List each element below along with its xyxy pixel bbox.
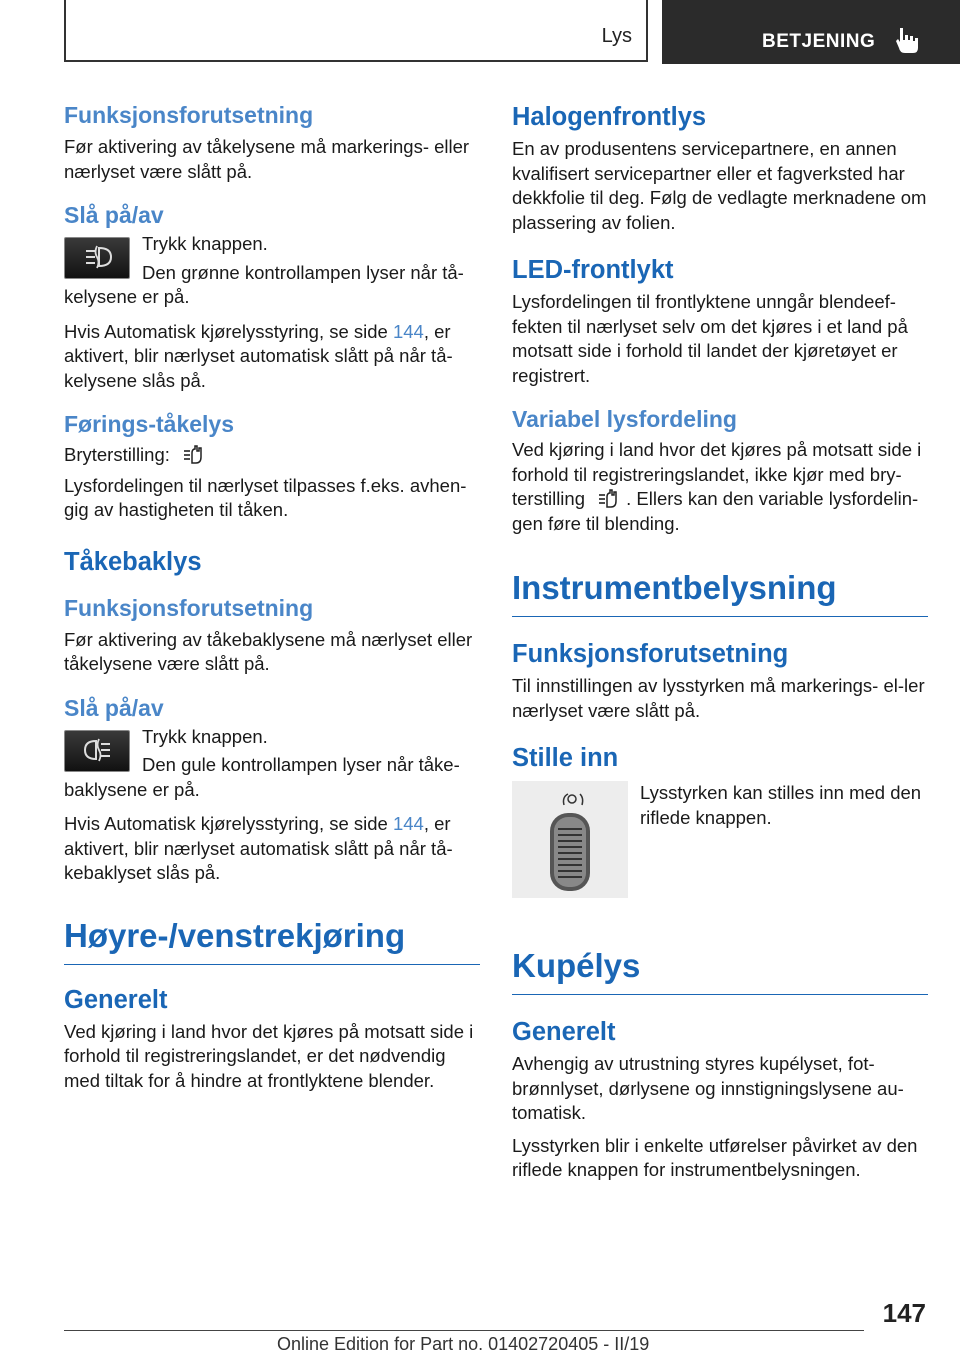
- rear-fog-instruction: [64, 725, 480, 803]
- paragraph: Avhengig av utrustning styres kupélyset, fot-brønnlyset, dørlysene og innstigningslysene au-tomatisk.: [512, 1053, 904, 1123]
- knurled-knob-icon: [512, 781, 628, 898]
- paragraph: Den gule kontrollampen lyser når tåke-baklysene er på.: [64, 754, 460, 800]
- paragraph: Ved kjøring i land hvor det kjøres på motsatt side i forhold til registreringslandet, ikke kjør med bry-terstilling . Ellers kan den variable lysfordelin-gen føre til blending.: [512, 439, 922, 534]
- heading-generelt: Generelt: [64, 985, 168, 1014]
- heading-variabel-lysfordeling: Variabel lysfordeling: [512, 406, 737, 432]
- paragraph: Trykk knappen.: [142, 725, 268, 747]
- left-column: [64, 100, 480, 1093]
- heading-kupelys: Kupélys: [512, 904, 928, 995]
- footer-edition: Online Edition for Part no. 01402720405 - II/19: [277, 1334, 650, 1354]
- paragraph: Til innstillingen av lysstyrken må markerings- el-ler nærlyset være slått på.: [512, 675, 925, 721]
- footer-divider: [64, 1330, 864, 1331]
- heading-halogenfrontlys: Halogenfrontlys: [512, 103, 707, 131]
- paragraph: Lysfordelingen til frontlyktene unngår blendeef-fekten til nærlyset selv om det kjøres i et land på motsatt side i forhold til landet der kjøretøyet er registrert.: [512, 291, 908, 386]
- heading-generelt: Generelt: [512, 1018, 616, 1046]
- heading-funksjonsforutsetning: Funksjonsforutsetning: [64, 594, 314, 621]
- paragraph: Lysfordelingen til nærlyset tilpasses f.eks. avhen-gig av hastigheten til tåken.: [64, 474, 467, 520]
- fog-light-button-image: [64, 237, 130, 279]
- paragraph: Lysstyrken blir i enkelte utførelser påvirket av den riflede knappen for instrumentbelysningen.: [512, 1134, 918, 1180]
- paragraph: Før aktivering av tåkelysene må markerings- eller nærlyset være slått på.: [64, 136, 470, 182]
- header-chapter-box: [662, 0, 960, 64]
- paragraph: Ved kjøring i land hvor det kjøres på motsatt side i forhold til registreringslandet, er det nødvendig med tiltak for å hindre at frontlyktene blender.: [64, 1020, 474, 1091]
- right-column: [512, 100, 928, 1183]
- paragraph-with-page-ref: Hvis Automatisk kjørelysstyring, se side 144, er aktivert, blir nærlyset automatisk slått på når tå-kelysene slås på.: [64, 320, 453, 391]
- heading-sla-pa-av: Slå på/av: [64, 694, 164, 721]
- heading-stille-inn: Stille inn: [512, 744, 619, 772]
- header-section-title: Lys: [601, 25, 632, 47]
- paragraph-with-page-ref: Hvis Automatisk kjørelysstyring, se side 144, er aktivert, blir nærlyset automatisk slått på når tå-kebaklyset slås på.: [64, 813, 453, 883]
- dimmer-instruction: [512, 779, 928, 830]
- paragraph: En av produsentens servicepartnere, en annen kvalifisert servicepartner eller et fagverksted har dekkfolie til deg. Følg de vedlagte merknadene om plassering av folien.: [512, 138, 927, 233]
- heading-sla-pa-av: Slå på/av: [64, 202, 164, 228]
- page-number: 147: [882, 1298, 926, 1328]
- paragraph: Den grønne kontrollampen lyser når tå-kelysene er på.: [64, 261, 464, 307]
- paragraph: Trykk knappen.: [142, 233, 268, 254]
- heading-forings-takelys: Førings-tåkelys: [64, 411, 234, 437]
- light-switch-position-icon: [596, 487, 620, 509]
- page-reference-link[interactable]: 144: [392, 813, 424, 834]
- heading-hoyre-venstrekjoring: Høyre-/venstrekjøring: [64, 914, 480, 965]
- heading-instrumentbelysning: Instrumentbelysning: [512, 566, 928, 617]
- paragraph: Før aktivering av tåkebaklysene må nærlyset eller tåkelysene være slått på.: [64, 628, 473, 674]
- header-section-box: [64, 0, 648, 62]
- header-chapter-title: BETJENING: [762, 31, 876, 52]
- paragraph: Bryterstilling:: [64, 443, 480, 468]
- light-switch-position-icon: [181, 443, 205, 465]
- pointing-hand-icon: [894, 26, 920, 54]
- paragraph: Lysstyrken kan stilles inn med den riflede knappen.: [640, 782, 922, 828]
- heading-led-frontlykt: LED-frontlykt: [512, 256, 674, 284]
- front-fog-light-icon: [83, 244, 113, 270]
- dimmer-knob-image: [512, 781, 628, 898]
- rear-fog-light-icon: [83, 737, 113, 763]
- rear-fog-light-button-image: [64, 730, 130, 772]
- page-reference-link[interactable]: 144: [392, 320, 424, 342]
- fog-light-instruction: [64, 232, 480, 310]
- heading-funksjonsforutsetning: Funksjonsforutsetning: [512, 640, 789, 668]
- heading-takebaklys: Tåkebaklys: [64, 547, 202, 576]
- heading-funksjonsforutsetning: Funksjonsforutsetning: [64, 102, 314, 128]
